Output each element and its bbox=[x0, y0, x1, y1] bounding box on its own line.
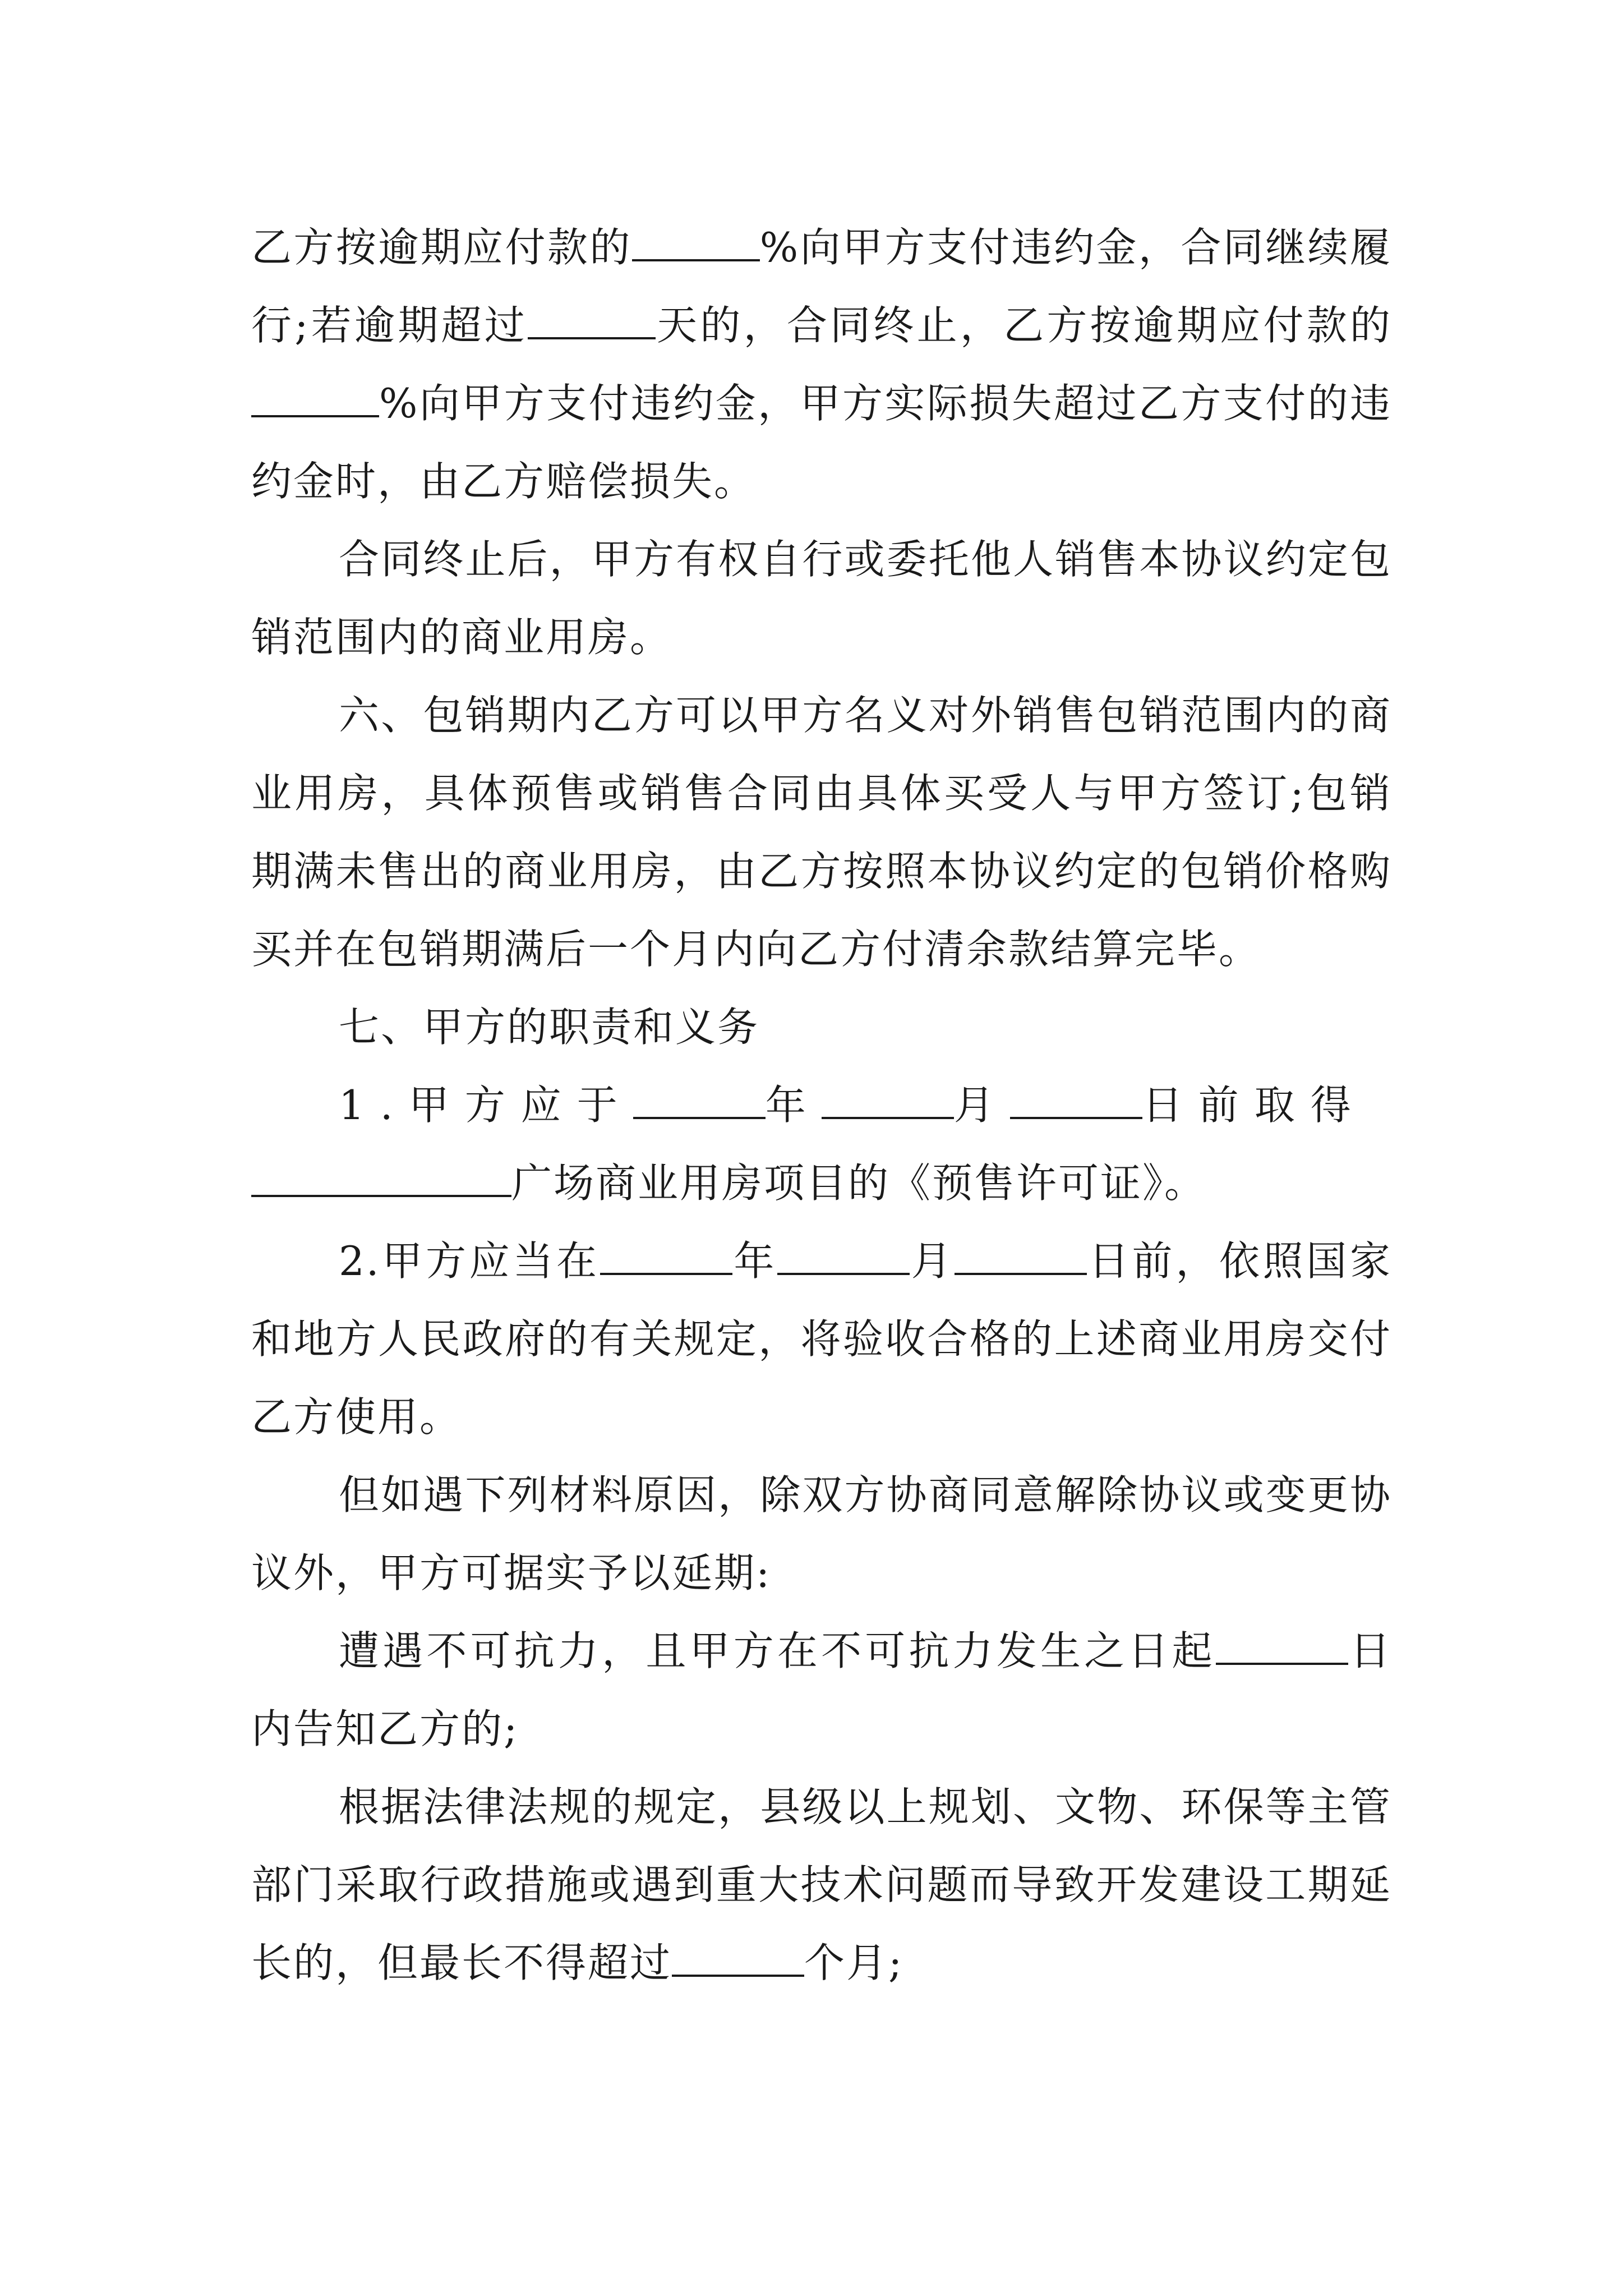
text: 1.甲方应于 bbox=[339, 1082, 633, 1129]
text: 根据法律法规的规定，县级以上规划、文物、环保等主管部门采取行政措施或遇到重大技术问题而导致开发建设工期延长的，但最长不得超过 bbox=[251, 1783, 1392, 1986]
text: 2.甲方应当在 bbox=[339, 1237, 600, 1285]
paragraph-section-six: 六、包销期内乙方可以甲方名义对外销售包销范围内的商业用房，具体预售或销售合同由具体买受人与甲方签订;包销期满未售出的商业用房，由乙方按照本协议约定的包销价格购买并在包销期满后一个月内向乙方付清余款结算完毕。 bbox=[251, 692, 1392, 973]
text: 日内告知乙方的; bbox=[251, 1627, 1392, 1752]
text: 月 bbox=[910, 1237, 955, 1285]
paragraph-regulatory-delay bbox=[251, 1768, 1392, 2002]
text: 天的，合同终止，乙方按逾期应付款的 bbox=[655, 302, 1392, 349]
blank-line bbox=[1010, 1080, 1142, 1119]
blank-line bbox=[632, 223, 760, 261]
text: %向甲方支付违约金，甲方实际损失超过乙方支付的违约金时，由乙方赔偿损失。 bbox=[251, 380, 1392, 505]
blank-line bbox=[600, 1236, 732, 1275]
blank-line bbox=[672, 1938, 804, 1977]
paragraph-item-2 bbox=[251, 1222, 1392, 1456]
paragraph-delay-exceptions: 但如遇下列材料原因，除双方协商同意解除协议或变更协议外，甲方可据实予以延期: bbox=[251, 1471, 1392, 1596]
text: 年 bbox=[732, 1237, 777, 1285]
blank-line bbox=[251, 379, 379, 417]
text: 月 bbox=[953, 1082, 1010, 1129]
document-page bbox=[251, 209, 1392, 2002]
paragraph-penalty bbox=[251, 209, 1392, 521]
blank-line bbox=[822, 1080, 954, 1119]
text: 广场商业用房项目的《预售许可证》。 bbox=[511, 1159, 1207, 1207]
text: %向甲方支付违约金，合同继续履行;若逾期超过 bbox=[251, 224, 1392, 349]
blank-line bbox=[528, 301, 656, 339]
blank-line bbox=[1216, 1626, 1348, 1665]
paragraph-item-1 bbox=[251, 1066, 1392, 1222]
blank-line bbox=[955, 1236, 1087, 1275]
text: 遭遇不可抗力，且甲方在不可抗力发生之日起 bbox=[339, 1627, 1216, 1674]
blank-line bbox=[777, 1236, 910, 1275]
text: 日前取得 bbox=[1142, 1082, 1367, 1129]
text: 日前，依照国家和地方人民政府的有关规定，将验收合格的上述商业用房交付乙方使用。 bbox=[251, 1237, 1392, 1441]
blank-line bbox=[251, 1158, 511, 1197]
section-heading-seven: 七、甲方的职责和义务 bbox=[339, 1004, 760, 1051]
paragraph-termination: 合同终止后，甲方有权自行或委托他人销售本协议约定包销范围内的商业用房。 bbox=[251, 536, 1392, 661]
text: 乙方按逾期应付款的 bbox=[251, 224, 632, 271]
text: 个月; bbox=[804, 1939, 904, 1986]
text: 年 bbox=[765, 1082, 822, 1129]
paragraph-force-majeure bbox=[251, 1612, 1392, 1768]
blank-line bbox=[633, 1080, 766, 1119]
